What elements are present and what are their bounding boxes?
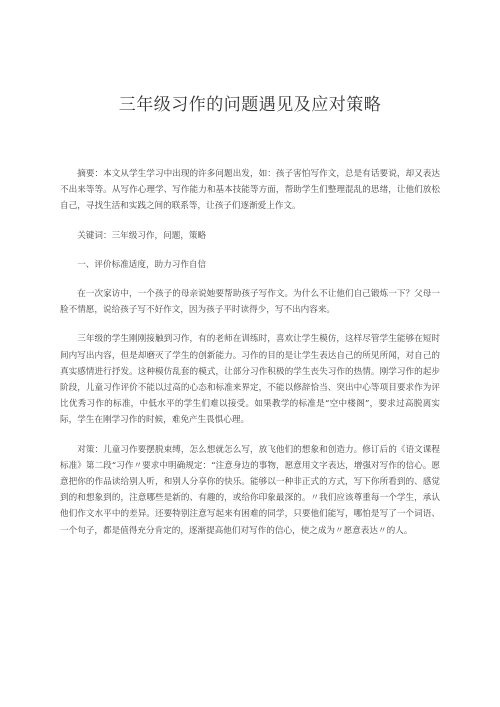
keywords-line: 关键词：三年级习作，问题，策略 <box>77 230 207 241</box>
body-paragraph-3: 对策：儿童习作要摆脱束缚，怎么想就怎么写，放飞他们的想象和创造力。修订后的《语文课程标准》第二段“习作〃要求中明确规定：“注意身边的事物，愿意用文字表达，增强对写作的信心。愿意把你的作品读给别人听，和别人分享你的快乐。能够以一种非正式的方式，写下你所看到的、感觉到的和想象到的，注意哪些是新的、有趣的，或给你印象最深的。〃我们应该尊重每一个学生，承认他们作文水平中的差异。还要特别注意写起来有困难的同学，只要他们能写，哪怕是写了一个词语、一个句子，都是值得充分肯定的，逐渐提高他们对写作的信心，使之成为〃愿意表达〃的人。 <box>60 444 440 536</box>
document-body <box>60 166 440 539</box>
spacer <box>60 429 440 442</box>
spacer <box>60 318 440 331</box>
document-title: 三年级习作的问题遇见及应对策略 <box>118 95 382 115</box>
body-paragraph-2: 三年级的学生刚刚接触到习作，有的老师在训练时，喜欢让学生模仿，这样尽管学生能够在短时间内写出内容，但是却磨灭了学生的创新能力。习作的目的是让学生表达自己的所见所闻，对自己的真实感情进行抒发。这种模仿乱套的模式，让部分习作积极的学生丧失习作的热情。刚学习作的起步阶段，儿童习作评价不能以过高的心态和标准来界定，不能以修辞恰当、突出中心等项目要求作为评比优秀习作的标准，中低水平的学生们难以接受。如果教学的标准是“空中楼阁”，要求过高脱离实际，学生在刚学习作的时候，难免产生畏惧心理。 <box>60 334 440 426</box>
section-heading: 一、评价标准适度，助力习作自信 <box>77 259 207 270</box>
spacer <box>60 244 440 257</box>
abstract-paragraph: 摘要：本文从学生学习中出现的许多问题出发，如：孩子害怕写作文，总是有话要说，却又表达不出来等等。从写作心理学、写作能力和基本技能等方面，帮助学生们整理混乱的思绪，让他们放松自己，寻找生活和实践之间的联系等，让孩子们逐渐爱上作文。 <box>60 169 440 212</box>
body-paragraph-1: 在一次家访中，一个孩子的母亲说她要帮助孩子写作文。为什么不让他们自己锻炼一下？父母一脸不情愿，说给孩子写不好作文，因为孩子平时读得少，写不出内容来。 <box>60 289 440 316</box>
spacer <box>60 215 440 228</box>
spacer <box>60 273 440 286</box>
